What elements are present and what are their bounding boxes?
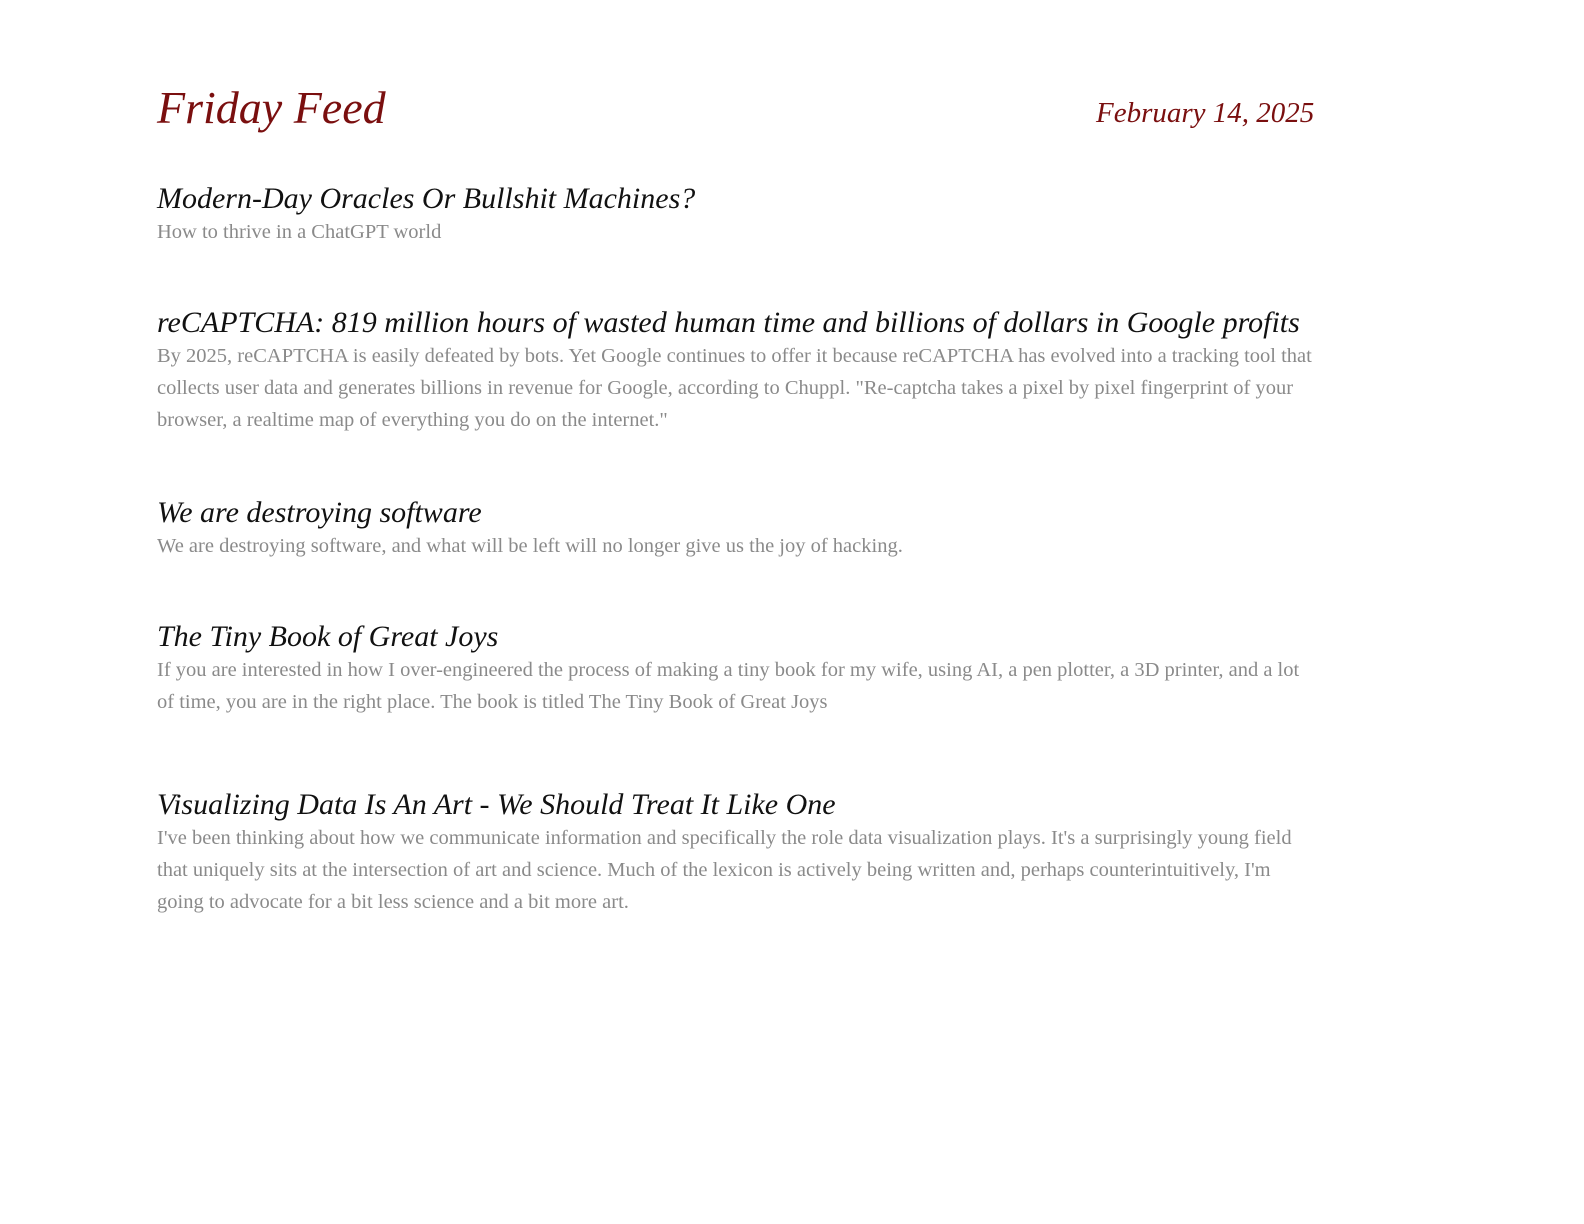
page-title: Friday Feed	[157, 82, 386, 133]
article-description: If you are interested in how I over-engineered the process of making a tiny book for my wife, using AI, a pen plotter, a 3D printer, and a lot of time, you are in the right place. The book is titled The Tiny Book of Great Joys	[157, 659, 1300, 713]
article-title-link[interactable]: The Tiny Book of Great Joys	[157, 620, 499, 653]
article-title-link[interactable]: Visualizing Data Is An Art - We Should Treat It Like One	[157, 788, 836, 821]
article-description: I've been thinking about how we communicate information and specifically the role data visualization plays. It's a surprisingly young field that uniquely sits at the intersection of art and science. Much of the lexicon is actively being written and, perhaps counterintuitively, I'm going to advocate for a bit less science and a bit more art.	[157, 827, 1292, 913]
feed-header	[157, 82, 1317, 142]
feed-page	[157, 82, 1317, 913]
article-item	[157, 496, 1317, 562]
article-item	[157, 788, 1317, 918]
article-title-link[interactable]: reCAPTCHA: 819 million hours of wasted human time and billions of dollars in Google profits	[157, 306, 1300, 339]
article-title-link[interactable]: We are destroying software	[157, 496, 482, 529]
article-item	[157, 620, 1317, 718]
article-description: We are destroying software, and what will be left will no longer give us the joy of hacking.	[157, 535, 903, 557]
article-item	[157, 306, 1317, 436]
feed-date: February 14, 2025	[1096, 97, 1315, 129]
article-item	[157, 182, 1317, 248]
article-description: By 2025, reCAPTCHA is easily defeated by bots. Yet Google continues to offer it because reCAPTCHA has evolved into a tracking tool that collects user data and generates billions in revenue for Google, according to Chuppl. "Re-captcha takes a pixel by pixel fingerprint of your browser, a realtime map of everything you do on the internet."	[157, 345, 1312, 431]
article-title-link[interactable]: Modern-Day Oracles Or Bullshit Machines?	[157, 182, 696, 215]
article-description: How to thrive in a ChatGPT world	[157, 221, 442, 243]
